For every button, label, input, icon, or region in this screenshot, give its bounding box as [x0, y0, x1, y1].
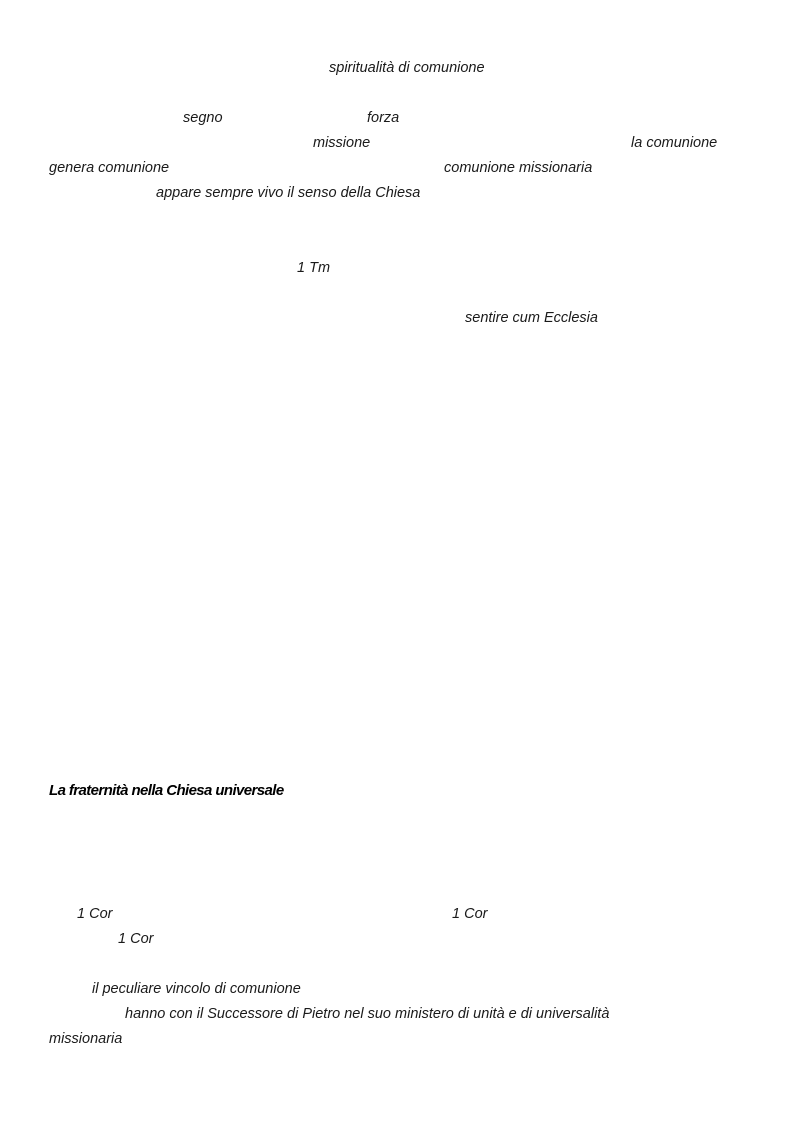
- text-fragment: forza: [367, 110, 400, 126]
- section-heading: La fraternità nella Chiesa universale: [49, 782, 284, 799]
- text-fragment: appare sempre vivo il senso della Chiesa: [156, 185, 421, 201]
- text-fragment: comunione missionaria: [444, 160, 593, 176]
- text-fragment: missione: [313, 135, 371, 151]
- text-fragment: 1 Cor: [118, 931, 154, 947]
- text-fragment: la comunione: [631, 135, 718, 151]
- text-fragment: 1 Tm: [297, 260, 331, 276]
- text-fragment: 1 Cor: [452, 906, 488, 922]
- text-fragment: segno: [183, 110, 223, 126]
- text-fragment: 1 Cor: [77, 906, 113, 922]
- text-fragment: spiritualità di comunione: [329, 60, 485, 76]
- text-fragment: sentire cum Ecclesia: [465, 310, 598, 326]
- text-fragment: genera comunione: [49, 160, 170, 176]
- text-fragment: missionaria: [49, 1031, 123, 1047]
- text-fragment: hanno con il Successore di Pietro nel suo ministero di unità e di universalità: [125, 1006, 610, 1022]
- text-fragment: il peculiare vincolo di comunione: [92, 981, 301, 997]
